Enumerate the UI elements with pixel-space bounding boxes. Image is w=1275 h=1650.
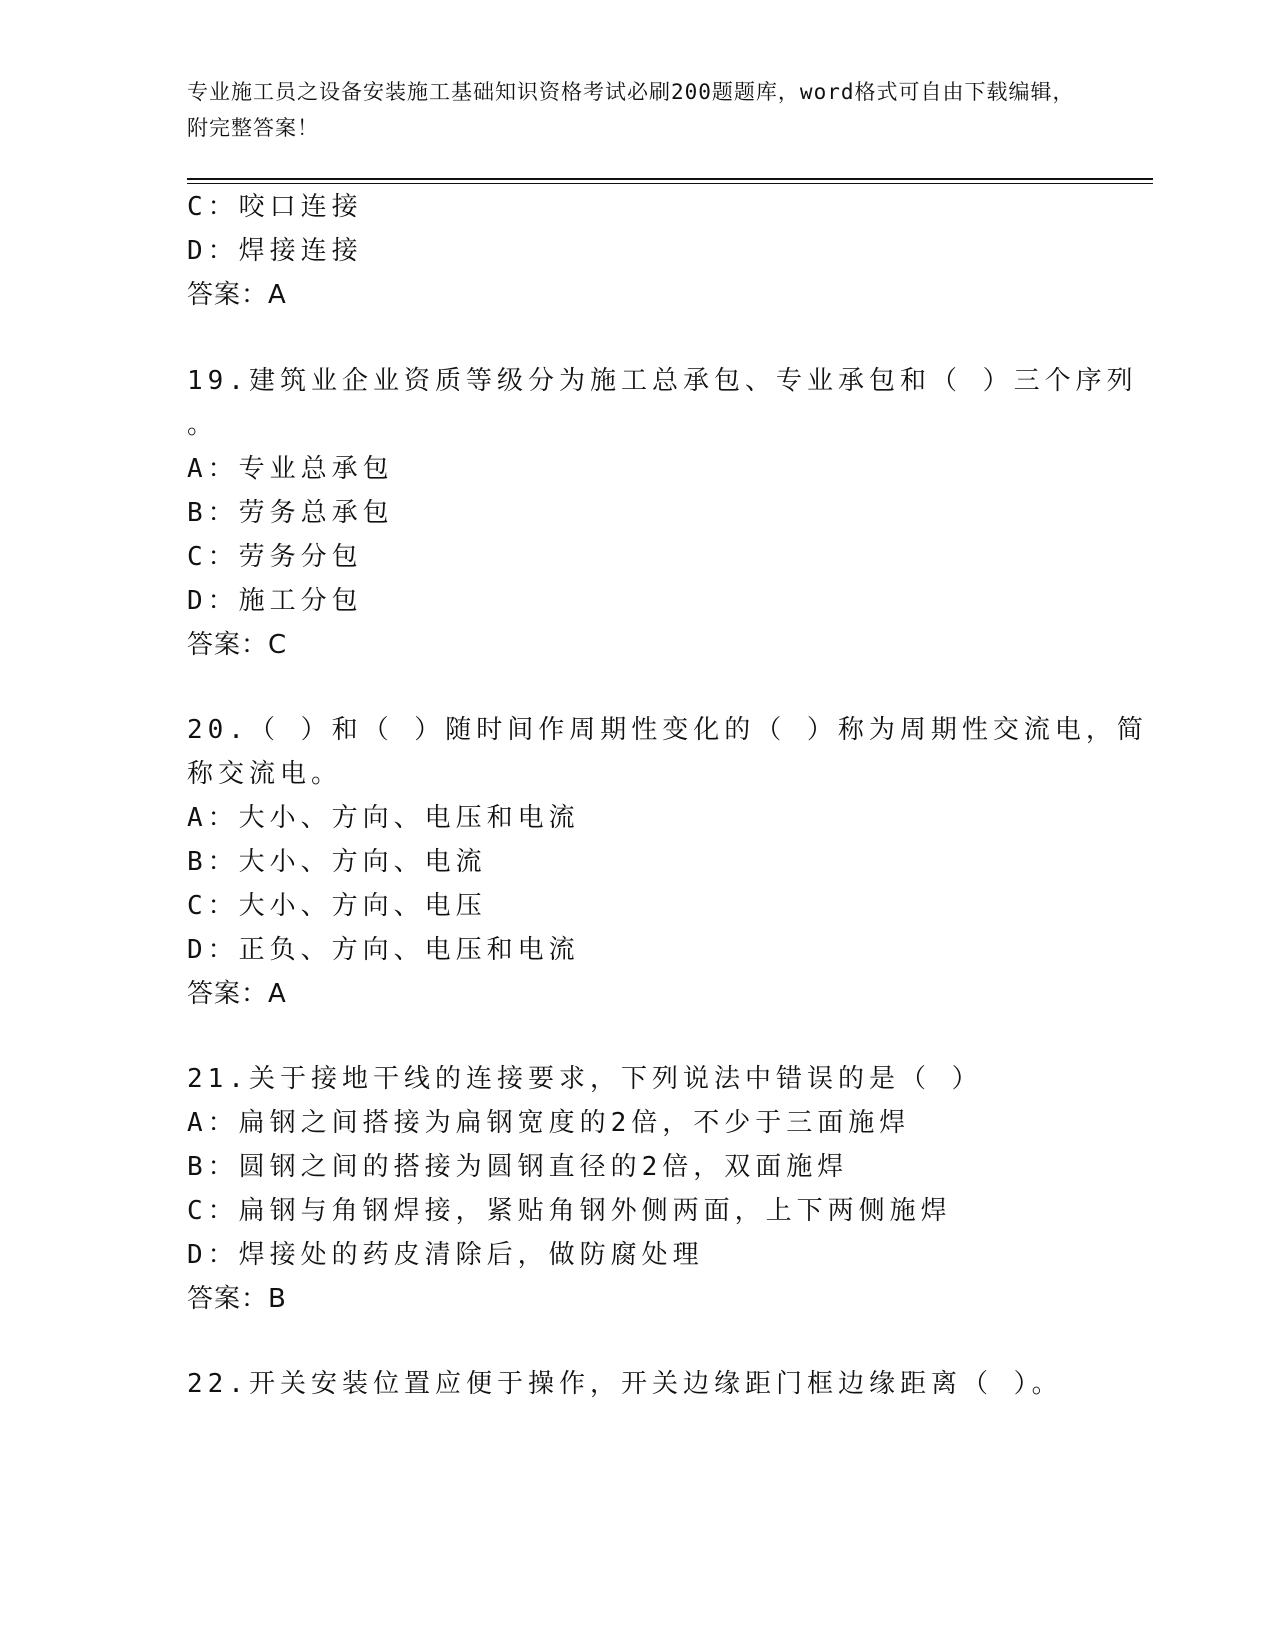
q21-option-c: C：扁钢与角钢焊接，紧贴角钢外侧两面，上下两侧施焊 [187, 1196, 952, 1226]
q20-option-b: B：大小、方向、电流 [187, 847, 487, 877]
q19-option-d: D：施工分包 [187, 586, 363, 616]
q19-stem-cont: 。 [187, 410, 219, 440]
q19-answer: 答案：C [187, 630, 288, 660]
header-divider-thin [187, 183, 1153, 184]
q21-option-b: B：圆钢之间的搭接为圆钢直径的2倍，双面施焊 [187, 1152, 849, 1182]
q20-answer: 答案：A [187, 979, 287, 1009]
q20-option-c: C：大小、方向、电压 [187, 891, 487, 921]
q21-option-a: A：扁钢之间搭接为扁钢宽度的2倍，不少于三面施焊 [187, 1108, 911, 1138]
q20-stem: 20.（ ）和（ ）随时间作周期性变化的（ ）称为周期性交流电，简 [187, 715, 1148, 745]
q21-answer: 答案：B [187, 1284, 287, 1314]
q20-option-d: D：正负、方向、电压和电流 [187, 935, 580, 965]
carry-option-c: C：咬口连接 [187, 192, 363, 222]
q19-option-c: C：劳务分包 [187, 542, 363, 572]
q21-stem: 21.关于接地干线的连接要求，下列说法中错误的是（ ） [187, 1064, 983, 1094]
q19-option-a: A：专业总承包 [187, 454, 394, 484]
q20-option-a: A：大小、方向、电压和电流 [187, 803, 580, 833]
q21-option-d: D：焊接处的药皮清除后，做防腐处理 [187, 1240, 704, 1270]
q19-stem: 19.建筑业企业资质等级分为施工总承包、专业承包和（ ）三个序列 [187, 366, 1138, 396]
header-divider-thick [187, 178, 1153, 180]
carry-answer: 答案：A [187, 280, 287, 310]
q19-option-b: B：劳务总承包 [187, 498, 394, 528]
document-header: 专业施工员之设备安装施工基础知识资格考试必刷200题题库，word格式可自由下载编辑，附完整答案！ [187, 80, 1075, 140]
q20-stem-cont: 称交流电。 [187, 759, 343, 789]
carry-option-d: D：焊接连接 [187, 236, 363, 266]
q22-stem: 22.开关安装位置应便于操作，开关边缘距门框边缘距离（ ）。 [187, 1369, 1063, 1399]
